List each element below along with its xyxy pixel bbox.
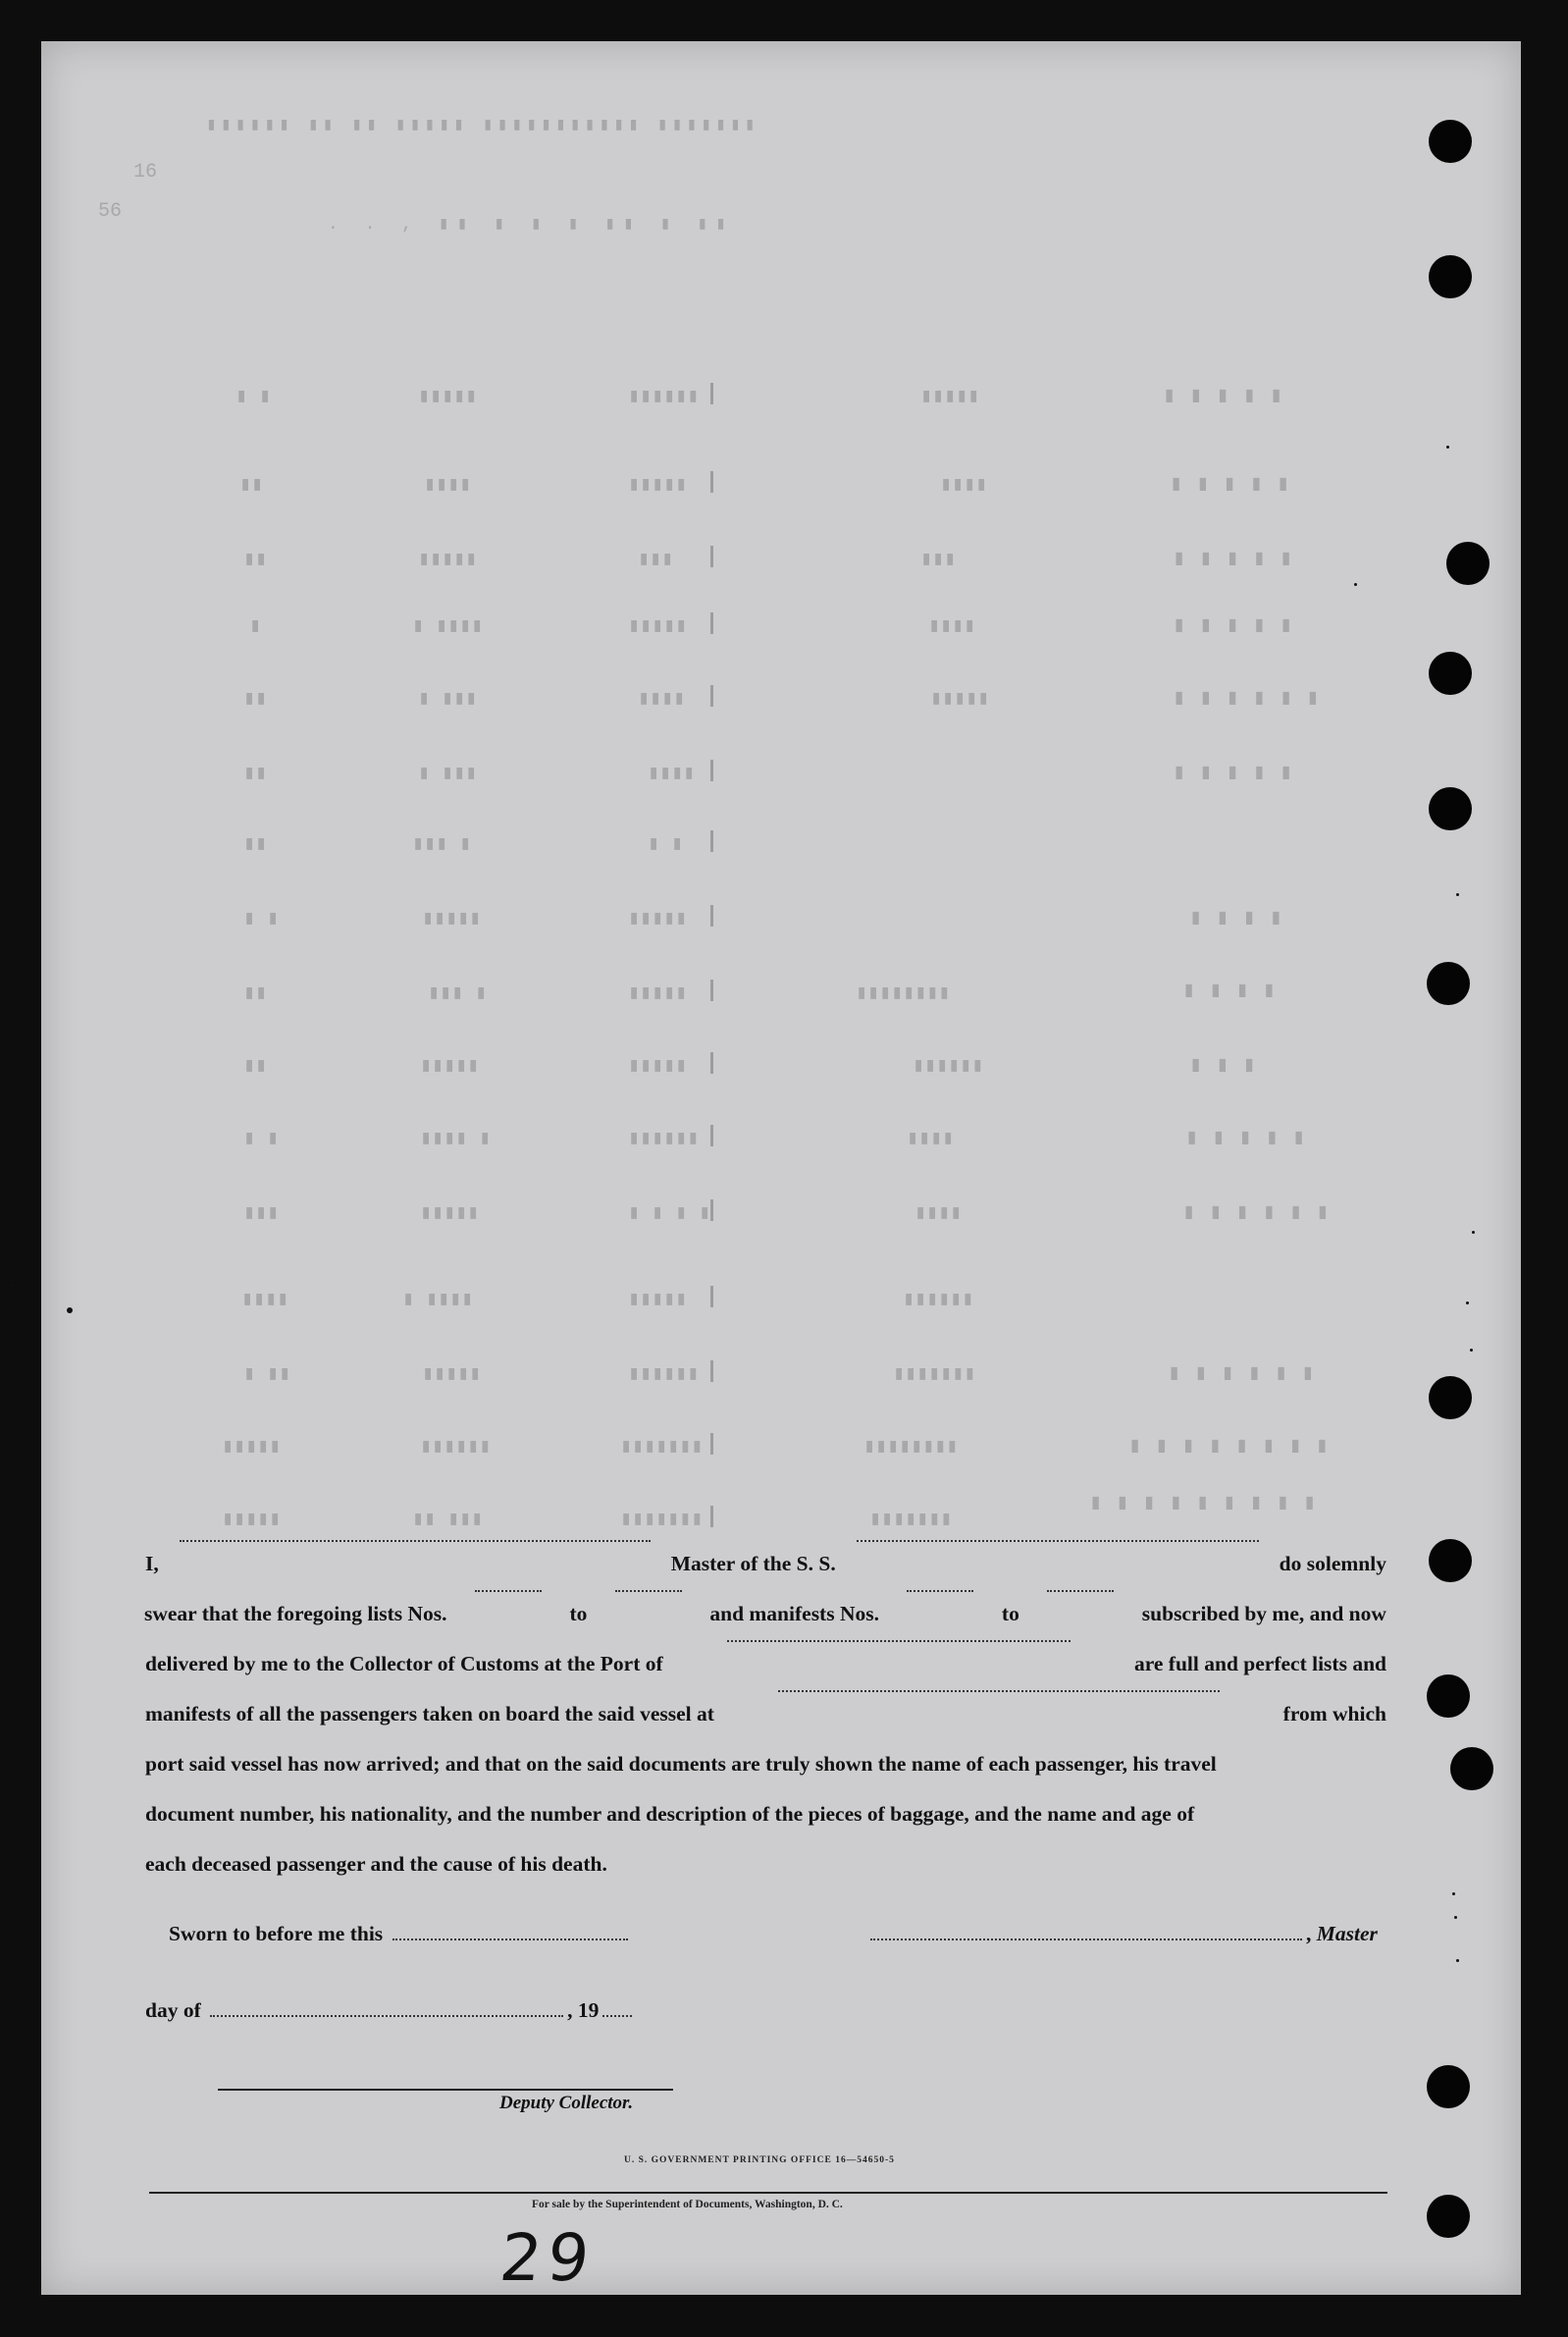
manifests-to-blank[interactable] [1047, 1589, 1114, 1592]
ghost-tick [710, 905, 713, 927]
master-name-blank[interactable] [180, 1539, 651, 1542]
ghost-row: ▮▮▮▮▮▮ [1182, 1200, 1343, 1225]
ghost-header: ▮▮▮▮▮▮ ▮▮ ▮▮ ▮▮▮▮▮ ▮▮▮▮▮▮▮▮▮▮▮ ▮▮▮▮▮▮▮ [206, 116, 759, 135]
punch-hole [1427, 962, 1470, 1005]
ghost-cell: ▮ ▮▮▮▮ [402, 1289, 474, 1311]
sworn-day-blank[interactable] [392, 1938, 628, 1940]
speck [1466, 1301, 1469, 1304]
ghost-cell: ▮▮▮▮▮ [628, 908, 688, 930]
speck [1456, 1959, 1459, 1962]
ghost-tick [710, 546, 713, 567]
oath-text: to [1001, 1602, 1019, 1625]
ghost-cell: ▮▮▮▮▮▮▮ [620, 1436, 704, 1459]
oath-text: Master of the S. S. [670, 1552, 836, 1575]
handwritten-page-number: 29 [496, 2220, 600, 2296]
ghost-cell: ▮▮ [243, 549, 268, 571]
ghost-cell: ▮▮▮▮▮ [628, 1289, 688, 1311]
speck [10, 1284, 13, 1287]
ghost-cell: ▮▮▮▮ [907, 1128, 955, 1150]
port-blank[interactable] [727, 1639, 1071, 1642]
ghost-cell: ▮▮▮▮▮ [628, 474, 688, 497]
ghost-cell: ▮▮▮▮▮▮ [628, 1363, 700, 1386]
sworn-label: Sworn to before me this [169, 1922, 384, 1945]
oath-text: swear that the foregoing lists Nos. [144, 1602, 447, 1625]
speck [1456, 893, 1459, 896]
speck [1452, 1892, 1455, 1895]
ghost-cell: ▮▮▮▮ [940, 474, 988, 497]
ghost-cell: ▮▮▮ ▮ [412, 833, 472, 856]
speck [1472, 1231, 1475, 1234]
oath-line-1 [145, 1539, 1386, 1589]
master-signature-blank[interactable] [870, 1938, 1302, 1940]
ghost-cell: ▮▮ [243, 833, 268, 856]
ghost-cell: ▮▮▮ [243, 1202, 280, 1225]
stray-mark [67, 1307, 73, 1313]
oath-text: are full and perfect lists and [1133, 1652, 1386, 1675]
ghost-cell: ▮▮ [239, 474, 264, 497]
oath-text: to [569, 1602, 588, 1625]
ghost-row: ▮▮▮▮ [1182, 979, 1289, 1003]
ghost-row: ▮▮▮▮▮ [1163, 384, 1297, 408]
footer-rule [149, 2192, 1387, 2194]
ghost-tick [710, 1125, 713, 1146]
ghost-cell: ▮▮▮▮▮ [420, 1055, 480, 1078]
oath-line-6: document number, his nationality, and the number and description of the pieces of baggage, and the name and age of [145, 1802, 1195, 1826]
punch-hole [1446, 542, 1490, 585]
ghost-cell: ▮▮ [243, 983, 268, 1005]
punch-hole [1429, 787, 1472, 830]
printer-imprint: U. S. GOVERNMENT PRINTING OFFICE 16—54650-5 [624, 2155, 895, 2165]
ghost-cell: ▮ ▮▮▮ [418, 688, 478, 711]
oath-line-2 [144, 1589, 1386, 1639]
deputy-collector-label: Deputy Collector. [499, 2093, 634, 2113]
speck [1446, 446, 1449, 449]
lists-to-blank[interactable] [615, 1589, 682, 1592]
punch-hole [1429, 1376, 1472, 1419]
punch-hole [1427, 2065, 1470, 2108]
for-sale-notice: For sale by the Superintendent of Documents, Washington, D. C. [532, 2199, 843, 2210]
ghost-tick [710, 760, 713, 781]
ship-name-blank[interactable] [857, 1539, 1259, 1542]
ghost-cell: ▮▮▮▮ [241, 1289, 289, 1311]
ghost-cell: ▮ ▮ ▮ ▮ [628, 1202, 711, 1225]
speck [1470, 1349, 1473, 1352]
ghost-cell: ▮▮▮▮▮▮▮▮ [863, 1436, 959, 1459]
punch-hole [1429, 255, 1472, 298]
departure-port-blank[interactable] [778, 1689, 1220, 1692]
deputy-signature-line[interactable] [218, 2089, 673, 2091]
ghost-tick [710, 1433, 713, 1455]
punch-hole [1450, 1747, 1493, 1790]
ghost-cell: ▮ ▮ [648, 833, 684, 856]
ghost-row: ▮▮▮▮ [1189, 906, 1296, 930]
punch-hole [1429, 1539, 1472, 1582]
ghost-cell: ▮▮▮▮▮▮ [903, 1289, 974, 1311]
ghost-cell: ▮▮▮▮▮ [222, 1509, 282, 1531]
ghost-cell: ▮ ▮ [243, 908, 280, 930]
sworn-line [169, 1922, 632, 1946]
ghost-cell: ▮▮▮ ▮ [428, 983, 488, 1005]
ghost-tick [710, 980, 713, 1001]
ghost-tick [710, 471, 713, 493]
ghost-mark: 56 [98, 200, 123, 223]
ghost-row: ▮▮▮ [1189, 1053, 1270, 1078]
day-of-label: day of [145, 1998, 201, 2022]
ghost-cell: ▮▮▮▮▮▮ [628, 386, 700, 408]
lists-from-blank[interactable] [475, 1589, 542, 1592]
oath-line-3 [145, 1639, 1386, 1689]
ghost-row: ▮▮▮▮▮ [1170, 472, 1304, 497]
ghost-cell: ▮▮▮▮ [915, 1202, 963, 1225]
ghost-cell: ▮▮▮▮ ▮ [420, 1128, 492, 1150]
punch-hole [1427, 2195, 1470, 2238]
master-label: Master [1316, 1922, 1378, 1945]
month-blank[interactable] [210, 2014, 563, 2017]
ghost-mark: 16 [133, 161, 158, 184]
year-prefix: 19 [577, 1998, 600, 2022]
ghost-cell: ▮▮ [243, 688, 268, 711]
ghost-cell: ▮▮▮ [920, 549, 957, 571]
ghost-cell: ▮ ▮ [243, 1128, 280, 1150]
master-signature-line: , Master [866, 1922, 1378, 1946]
punch-hole [1429, 652, 1472, 695]
speck [1354, 583, 1357, 586]
day-of-line: day of , 19 [145, 1998, 636, 2023]
oath-line-7: each deceased passenger and the cause of his death. [145, 1852, 607, 1876]
ghost-cell: ▮ ▮▮ [243, 1363, 291, 1386]
oath-text: from which [1282, 1702, 1386, 1726]
ghost-cell: ▮ ▮▮▮ [418, 763, 478, 785]
ghost-cell: ▮▮▮▮▮▮ [420, 1436, 492, 1459]
ghost-cell: ▮▮▮▮▮▮ [628, 1128, 700, 1150]
ghost-cell: ▮▮▮▮ [638, 688, 686, 711]
ghost-cell: ▮▮▮▮▮ [930, 688, 990, 711]
ghost-cell: ▮▮▮▮▮ [418, 549, 478, 571]
ghost-row: ▮▮▮▮▮ [1185, 1126, 1320, 1150]
ghost-cell: ▮▮▮▮▮ [420, 1202, 480, 1225]
ghost-row: ▮▮▮▮▮▮ [1173, 686, 1333, 711]
ghost-cell: ▮▮▮▮▮ [920, 386, 980, 408]
ghost-tick [710, 1199, 713, 1221]
punch-hole [1427, 1674, 1470, 1718]
ghost-cell: ▮▮▮▮▮▮▮ [893, 1363, 976, 1386]
ghost-cell: ▮▮▮▮▮▮▮ [620, 1509, 704, 1531]
ghost-cell: ▮▮▮▮▮▮ [913, 1055, 984, 1078]
ghost-row: ▮▮▮▮▮ [1173, 547, 1307, 571]
ghost-row: ▮▮▮▮▮▮ [1168, 1361, 1329, 1386]
ghost-row: ▮▮▮▮▮ [1173, 613, 1307, 638]
ghost-cell: ▮ ▮ [235, 386, 272, 408]
ghost-cell: ▮ ▮▮▮▮ [412, 615, 484, 638]
ghost-cell: ▮▮▮▮▮▮▮▮ [856, 983, 951, 1005]
manifests-from-blank[interactable] [907, 1589, 973, 1592]
oath-text: do solemnly [1279, 1552, 1386, 1575]
ghost-cell: ▮▮▮▮▮ [418, 386, 478, 408]
oath-text: and manifests Nos. [709, 1602, 879, 1625]
speck [1454, 1916, 1457, 1919]
ghost-cell: ▮▮ [243, 1055, 268, 1078]
ghost-cell: ▮▮▮▮▮ [628, 615, 688, 638]
ghost-cell: ▮▮ [243, 763, 268, 785]
ghost-row: ▮▮▮▮▮ [1173, 761, 1307, 785]
ghost-cell: ▮▮▮▮▮ [628, 1055, 688, 1078]
ghost-cell: ▮▮ ▮▮▮ [412, 1509, 484, 1531]
ghost-tick [710, 830, 713, 852]
oath-text: subscribed by me, and now [1141, 1602, 1386, 1625]
ghost-tick [710, 383, 713, 404]
ghost-cell: ▮▮▮▮▮ [222, 1436, 282, 1459]
ghost-cell: ▮▮▮▮ [424, 474, 472, 497]
year-blank[interactable] [602, 2014, 632, 2017]
punch-hole [1429, 120, 1472, 163]
ghost-cell: ▮▮▮▮ [648, 763, 696, 785]
ghost-cell: ▮▮▮ [638, 549, 674, 571]
ghost-tick [710, 1286, 713, 1307]
ghost-cell: ▮▮▮▮▮▮▮ [869, 1509, 953, 1531]
ghost-tick [710, 1360, 713, 1382]
oath-text: delivered by me to the Collector of Customs at the Port of [145, 1652, 663, 1675]
oath-text: manifests of all the passengers taken on board the said vessel at [145, 1702, 714, 1726]
ghost-row: ▮▮▮▮▮▮▮▮ [1128, 1434, 1342, 1459]
ghost-tick [710, 612, 713, 634]
ghost-tick [710, 1506, 713, 1527]
ghost-cell: ▮▮▮▮▮ [422, 908, 482, 930]
ghost-row: ▮▮▮▮▮▮▮▮▮ [1089, 1491, 1331, 1515]
ghost-header: . . , ▮▮ ▮ ▮ ▮ ▮▮ ▮ ▮▮ [328, 215, 734, 235]
ghost-cell: ▮▮▮▮ [928, 615, 976, 638]
ghost-cell: ▮ [249, 615, 262, 638]
oath-text: I, [145, 1552, 159, 1575]
oath-paragraph [145, 1539, 1386, 1889]
oath-line-5: port said vessel has now arrived; and that on the said documents are truly shown the name of each passenger, his travel [145, 1752, 1217, 1776]
ghost-cell: ▮▮▮▮▮ [628, 983, 688, 1005]
ghost-tick [710, 685, 713, 707]
ghost-tick [710, 1052, 713, 1074]
ghost-cell: ▮▮▮▮▮ [422, 1363, 482, 1386]
oath-line-4 [145, 1689, 1386, 1739]
